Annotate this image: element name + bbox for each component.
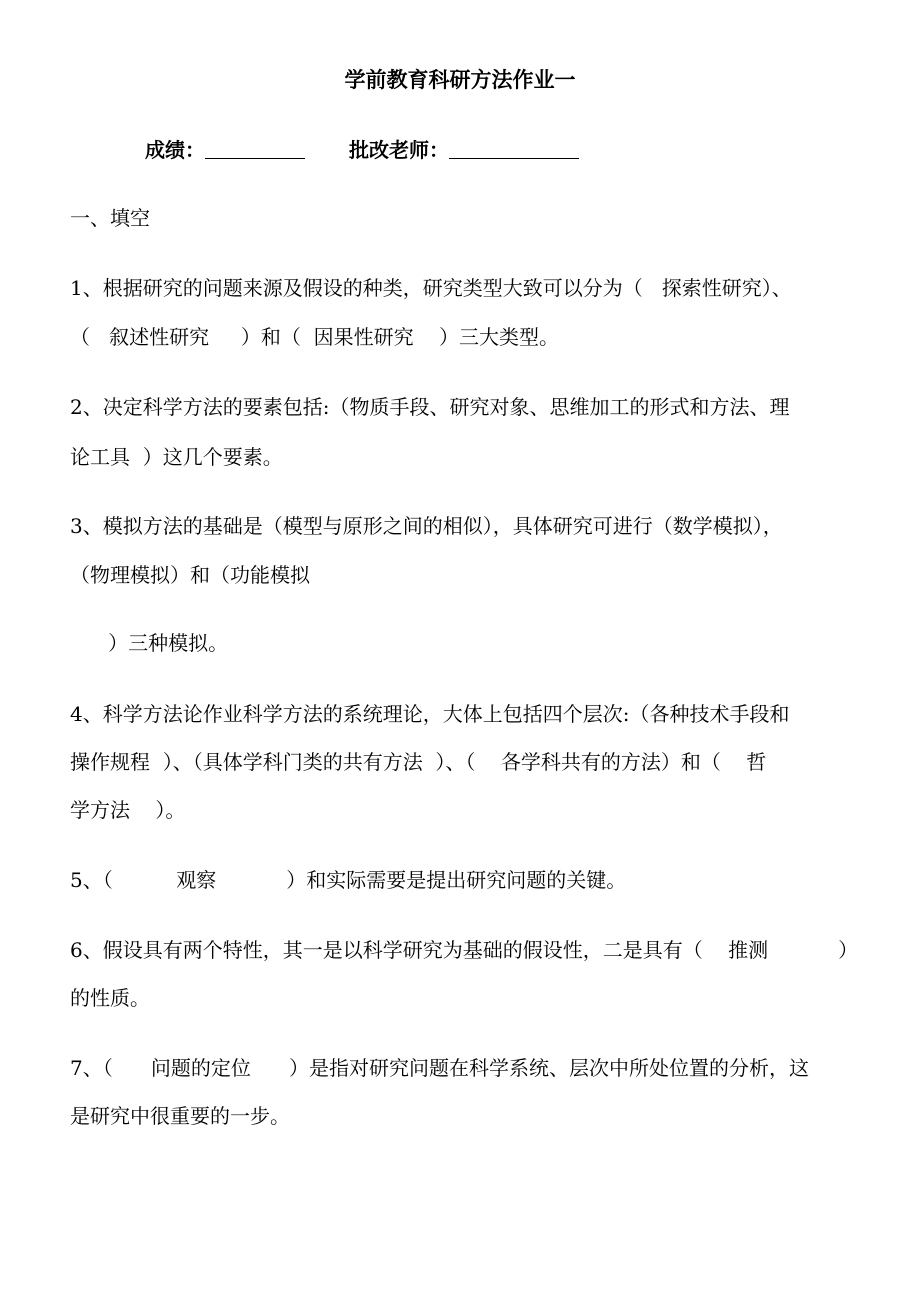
question-1-line-1: 1、根据研究的问题来源及假设的种类，研究类型大致可以分为（ 探索性研究）、 bbox=[70, 276, 792, 300]
section-heading: 一、填空 bbox=[70, 206, 150, 230]
question-4-line-1: 4、科学方法论作业科学方法的系统理论，大体上包括四个层次:（各种技术手段和 bbox=[70, 702, 790, 726]
score-label: 成绩： bbox=[145, 138, 205, 162]
question-4-line-2: 操作规程 ）、（具体学科门类的共有方法 ）、（ 各学科共有的方法）和（ 哲 bbox=[70, 750, 767, 774]
question-7-line-2: 是研究中很重要的一步。 bbox=[70, 1104, 290, 1128]
question-1-line-2: （ 叙述性研究 ）和（ 因果性研究 ）三大类型。 bbox=[70, 325, 560, 349]
question-6-line-2: 的性质。 bbox=[70, 986, 150, 1010]
teacher-label: 批改老师： bbox=[349, 138, 449, 162]
document-title: 学前教育科研方法作业一 bbox=[344, 67, 576, 92]
question-3-line-2: （物理模拟）和（功能模拟 bbox=[70, 563, 310, 587]
grading-line bbox=[145, 136, 579, 164]
question-5-line-1: 5、（ 观察 ）和实际需要是提出研究问题的关键。 bbox=[70, 868, 627, 892]
question-2-line-2: 论工具 ）这几个要素。 bbox=[70, 445, 283, 469]
question-3-line-3: ）三种模拟。 bbox=[70, 631, 229, 655]
score-blank bbox=[205, 138, 305, 159]
question-3-line-1: 3、模拟方法的基础是（模型与原形之间的相似），具体研究可进行（数学模拟）， bbox=[70, 514, 783, 538]
question-7-line-1: 7、（ 问题的定位 ）是指对研究问题在科学系统、层次中所处位置的分析，这 bbox=[70, 1056, 810, 1080]
question-4-line-3: 学方法 ）。 bbox=[70, 798, 186, 822]
teacher-blank bbox=[449, 138, 579, 159]
question-6-line-1: 6、假设具有两个特性，其一是以科学研究为基础的假设性，二是具有（ 推测 ） bbox=[70, 938, 859, 962]
question-2-line-1: 2、决定科学方法的要素包括:（物质手段、研究对象、思维加工的形式和方法、理 bbox=[70, 395, 790, 419]
